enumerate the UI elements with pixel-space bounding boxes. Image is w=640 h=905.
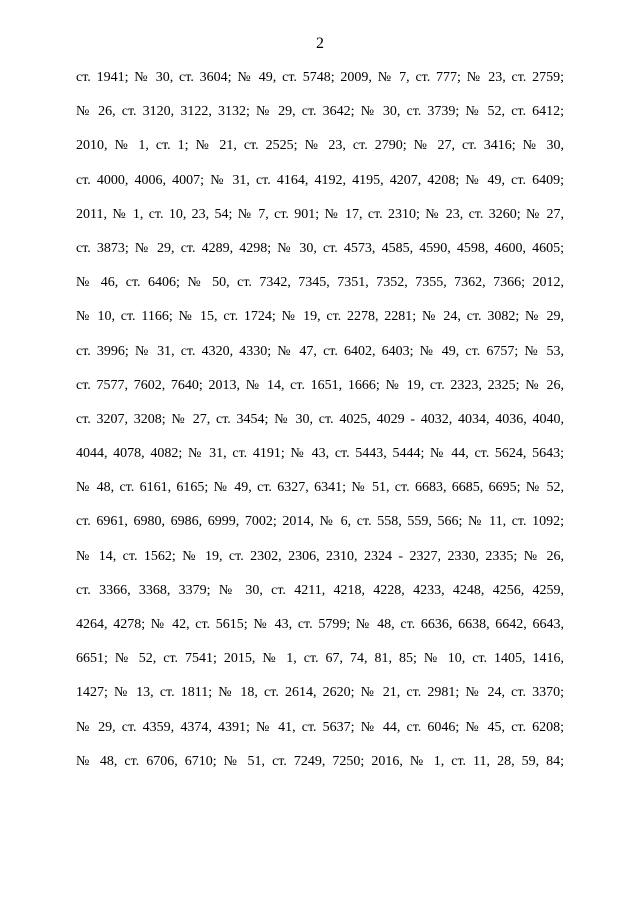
text-line: № 48, ст. 6706, 6710; № 51, ст. 7249, 7250; 2016, № 1, ст. 11, 28, 59, 84; — [76, 753, 564, 769]
text-line: 2010, № 1, ст. 1; № 21, ст. 2525; № 23, ст. 2790; № 27, ст. 3416; № 30, — [76, 138, 564, 154]
text-line: ст. 1941; № 30, ст. 3604; № 49, ст. 5748; 2009, № 7, ст. 777; № 23, ст. 2759; — [76, 70, 564, 85]
text-line: 4044, 4078, 4082; № 31, ст. 4191; № 43, ст. 5443, 5444; № 44, ст. 5624, 5643; — [76, 446, 564, 462]
page-number: 2 — [316, 35, 324, 52]
text-line: № 14, ст. 1562; № 19, ст. 2302, 2306, 2310, 2324 - 2327, 2330, 2335; № 26, — [76, 548, 564, 564]
text-line: № 26, ст. 3120, 3122, 3132; № 29, ст. 3642; № 30, ст. 3739; № 52, ст. 6412; — [76, 104, 564, 120]
text-line: ст. 3366, 3368, 3379; № 30, ст. 4211, 4218, 4228, 4233, 4248, 4256, 4259, — [76, 582, 564, 598]
text-line: ст. 3996; № 31, ст. 4320, 4330; № 47, ст. 6402, 6403; № 49, ст. 6757; № 53, — [76, 343, 564, 359]
text-line: № 29, ст. 4359, 4374, 4391; № 41, ст. 5637; № 44, ст. 6046; № 45, ст. 6208; — [76, 719, 564, 735]
text-line: № 46, ст. 6406; № 50, ст. 7342, 7345, 7351, 7352, 7355, 7362, 7366; 2012, — [76, 275, 564, 291]
text-line: 1427; № 13, ст. 1811; № 18, ст. 2614, 2620; № 21, ст. 2981; № 24, ст. 3370; — [76, 685, 564, 701]
text-line: ст. 7577, 7602, 7640; 2013, № 14, ст. 1651, 1666; № 19, ст. 2323, 2325; № 26, — [76, 377, 564, 393]
text-line: ст. 6961, 6980, 6986, 6999, 7002; 2014, № 6, ст. 558, 559, 566; № 11, ст. 1092; — [76, 514, 564, 530]
text-line: № 48, ст. 6161, 6165; № 49, ст. 6327, 6341; № 51, ст. 6683, 6685, 6695; № 52, — [76, 480, 564, 496]
text-line: ст. 3207, 3208; № 27, ст. 3454; № 30, ст. 4025, 4029 - 4032, 4034, 4036, 4040, — [76, 411, 564, 427]
body-text — [76, 68, 564, 786]
text-line: ст. 3873; № 29, ст. 4289, 4298; № 30, ст. 4573, 4585, 4590, 4598, 4600, 4605; — [76, 240, 564, 256]
text-line: 2011, № 1, ст. 10, 23, 54; № 7, ст. 901; № 17, ст. 2310; № 23, ст. 3260; № 27, — [76, 206, 564, 222]
text-line: № 10, ст. 1166; № 15, ст. 1724; № 19, ст. 2278, 2281; № 24, ст. 3082; № 29, — [76, 309, 564, 325]
text-line: ст. 4000, 4006, 4007; № 31, ст. 4164, 4192, 4195, 4207, 4208; № 49, ст. 6409; — [76, 172, 564, 188]
text-line: 6651; № 52, ст. 7541; 2015, № 1, ст. 67, 74, 81, 85; № 10, ст. 1405, 1416, — [76, 651, 564, 667]
text-line: 4264, 4278; № 42, ст. 5615; № 43, ст. 5799; № 48, ст. 6636, 6638, 6642, 6643, — [76, 617, 564, 632]
